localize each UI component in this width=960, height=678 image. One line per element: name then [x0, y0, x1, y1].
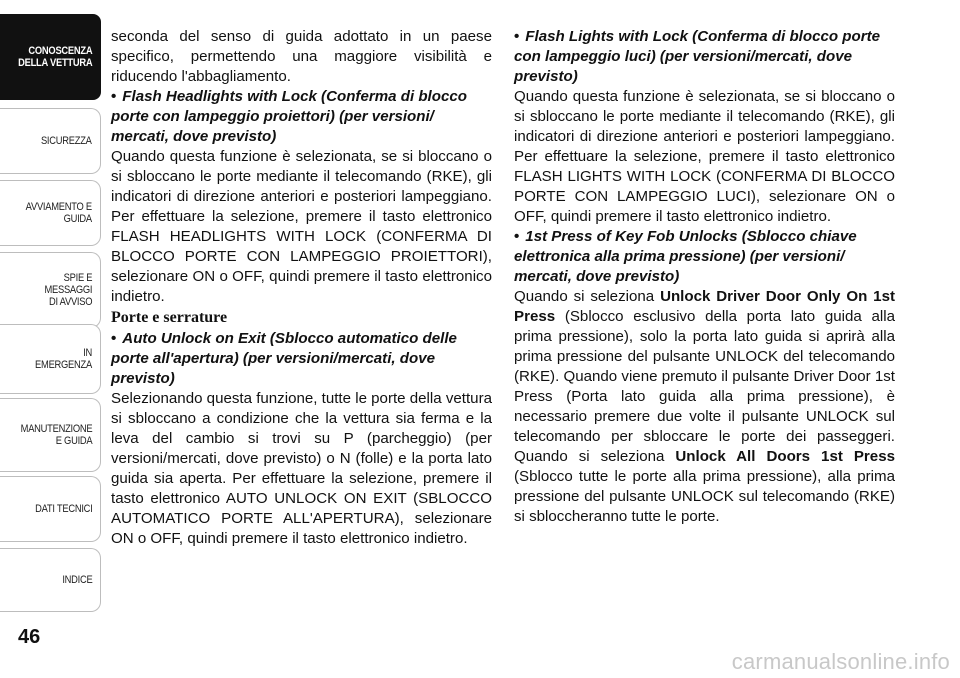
intro-paragraph: seconda del senso di guida adottato in un paese specifico, permettendo una maggiore visibilità e riducendo l'abbagliamento.: [111, 28, 492, 85]
first-press-body: Quando si seleziona Unlock Driver Door Only On 1st Press (Sblocco esclusivo della porta lato guida alla prima pressione), solo la porta lato guida si aprirà alla prima pressione del pulsante UNLOCK del telecomando (RKE). Quando viene premuto il pulsante Driver Door 1st Press (Porta lato guida alla prima pressione), è necessario premere due volte il pulsante UNLOCK sul telecomando per sbloccare le porte dei passeggeri. Quando si seleziona Unlock All Doors 1st Press (Sblocco tutte le porte alla prima pressione), alla prima pressione del pulsante UNLOCK sul telecomando (RKE) si sbloccheranno tutte le porte.: [514, 288, 895, 525]
auto-unlock-body: Selezionando questa funzione, tutte le porte della vettura si sbloccano a condizione che la vettura sia ferma e la leva del cambio si trovi su P (parcheggio) (per versioni/mercati, dove previsto) o N (folle) e la porta lato guida sia aperta. Per effettuare la selezione, premere il tasto elettronico AUTO UNLOCK ON EXIT (SBLOCCO AUTOMATICO PORTE ALL'APERTURA), selezionare ON o OFF, quindi premere il tasto elettronico indietro.: [111, 390, 492, 547]
auto-unlock-title: • Auto Unlock on Exit (Sblocco automatico delle porte all'apertura) (per versioni/mercati, dove previsto): [111, 330, 457, 387]
tab-dati-tecnici[interactable]: [0, 476, 101, 542]
option-unlock-driver-door: Unlock Driver Door Only On 1st Press: [514, 288, 895, 325]
bullet-icon: •: [111, 330, 117, 347]
section-heading: Porte e serrature: [111, 309, 228, 326]
right-column: [514, 27, 895, 527]
bullet-icon: •: [514, 28, 520, 45]
flash-lights-body: Quando questa funzione è selezionata, se si bloccano o si sbloccano le porte mediante il telecomando (RKE), gli indicatori di direzione anteriori e posteriori lampeggiano. Per effettuare la selezione, premere il tasto elettronico FLASH LIGHTS WITH LOCK (CONFERMA DI BLOCCO PORTE CON LAMPEGGIO LUCI), selezionare ON o OFF, quindi premere il tasto elettronico indietro.: [514, 88, 895, 225]
tab-label: SPIE E MESSAGGI DI AVVISO: [44, 272, 92, 308]
tab-conoscenza-della-vettura[interactable]: [0, 14, 101, 100]
tab-label: DATI TECNICI: [34, 503, 92, 515]
bullet-icon: •: [514, 228, 520, 245]
flash-lights-title: • Flash Lights with Lock (Conferma di blocco porte con lampeggio luci) (per versioni/mercati, dove previsto): [514, 28, 881, 85]
tab-label: IN EMERGENZA: [35, 347, 92, 371]
first-press-title: • 1st Press of Key Fob Unlocks (Sblocco chiave elettronica alla prima pressione) (per versioni/ mercati, dove previsto): [514, 228, 857, 285]
tab-avviamento-e-guida[interactable]: [0, 180, 101, 246]
tab-spie-e-messaggi[interactable]: [0, 252, 101, 328]
tab-in-emergenza[interactable]: [0, 324, 101, 394]
option-unlock-all-doors: Unlock All Doors 1st Press: [675, 448, 895, 465]
tab-sicurezza[interactable]: [0, 108, 101, 174]
tab-label: AVVIAMENTO E GUIDA: [25, 201, 92, 225]
tab-label: SICUREZZA: [41, 135, 92, 147]
tab-indice[interactable]: [0, 548, 101, 612]
tab-label: CONOSCENZA DELLA VETTURA: [17, 45, 92, 69]
left-column: [111, 27, 492, 549]
flash-headlights-title: • Flash Headlights with Lock (Conferma di blocco porte con lampeggio proiettori) (per versioni/ mercati, dove previsto): [111, 88, 467, 145]
page-number: 46: [18, 626, 41, 648]
chapter-sidebar: [0, 0, 101, 612]
flash-headlights-body: Quando questa funzione è selezionata, se si bloccano o si sbloccano le porte mediante il telecomando (RKE), gli indicatori di direzione anteriori e posteriori lampeggiano. Per effettuare la selezione, premere il tasto elettronico FLASH HEADLIGHTS WITH LOCK (CONFERMA DI BLOCCO PORTE CON LAMPEGGIO PROIETTORI), selezionare ON o OFF, quindi premere il tasto elettronico indietro.: [111, 148, 492, 305]
bullet-icon: •: [111, 88, 117, 105]
tab-label: INDICE: [61, 574, 92, 586]
tab-label: MANUTENZIONE E GUIDA: [20, 423, 92, 447]
watermark: carmanualsonline.info: [731, 649, 950, 674]
tab-manutenzione-e-guida[interactable]: [0, 398, 101, 472]
